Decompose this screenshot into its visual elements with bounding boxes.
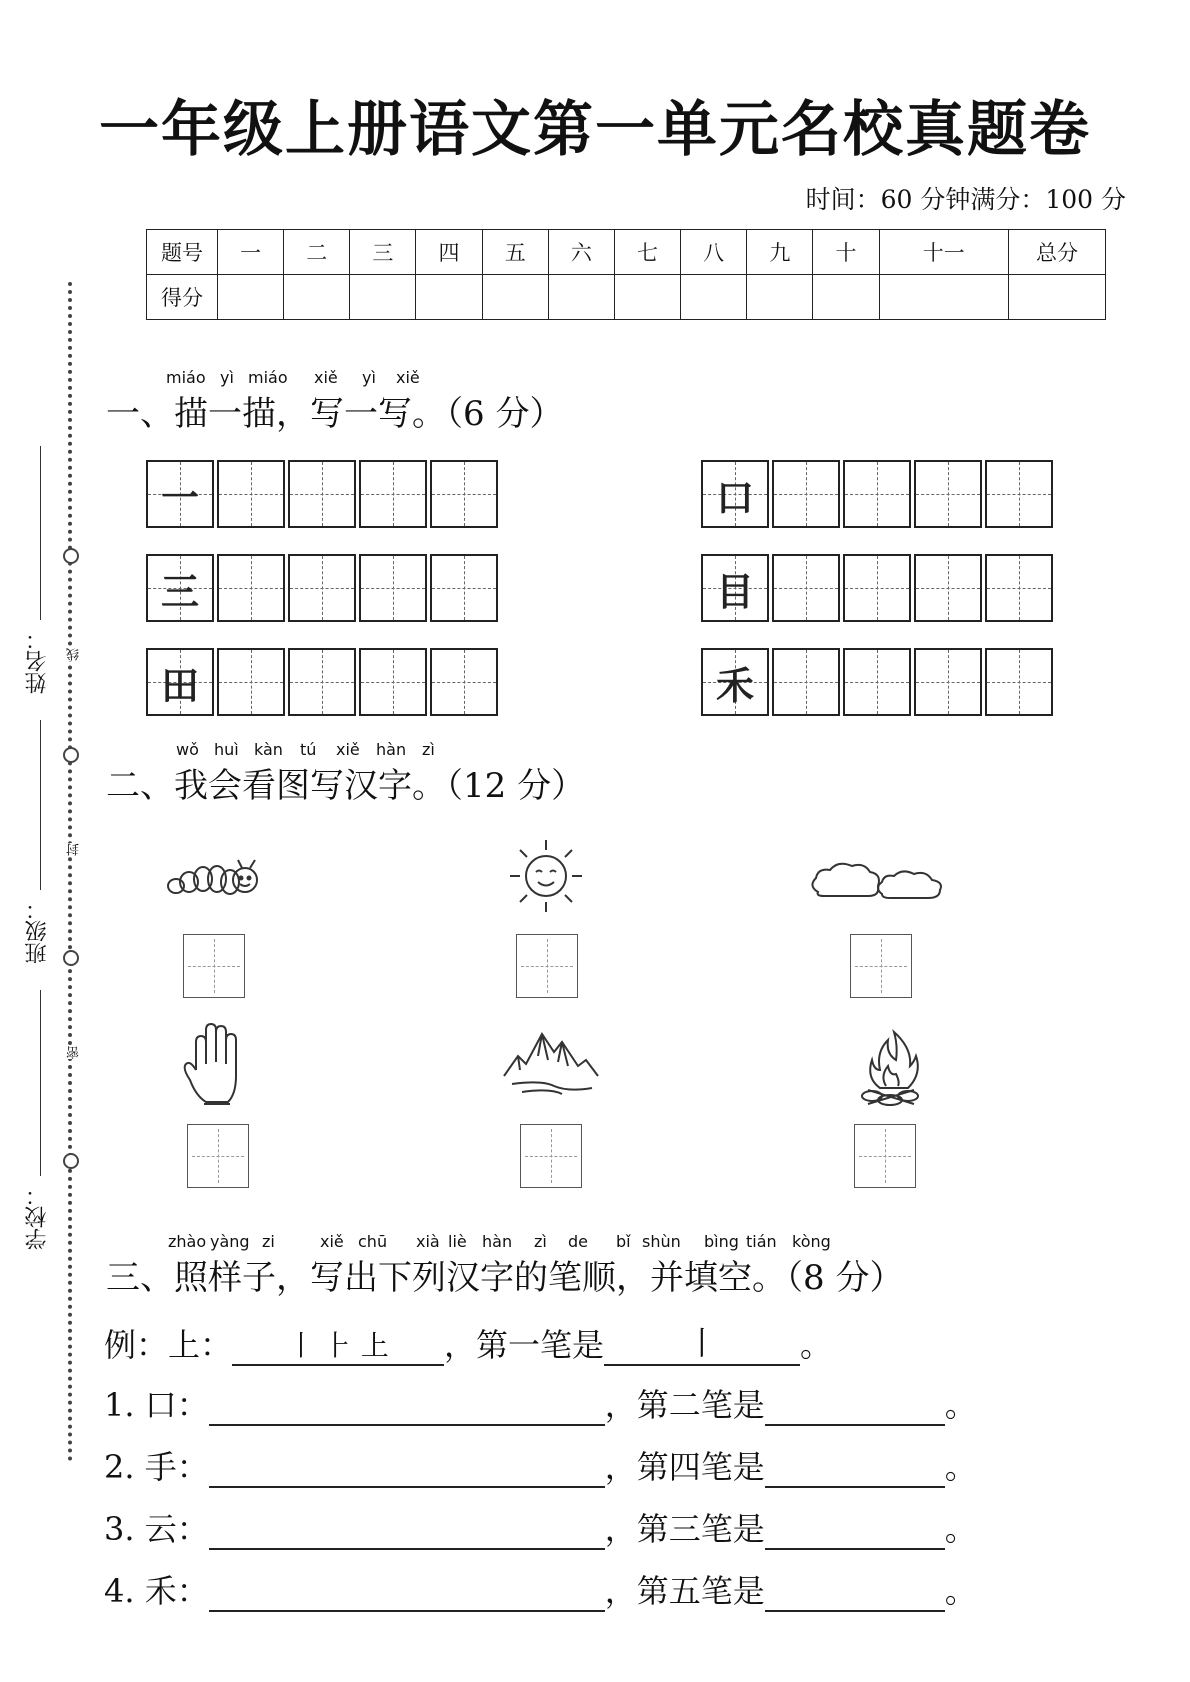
section2-pinyin (176, 740, 476, 760)
pinyin: zì (534, 1232, 547, 1251)
mountains-icon (502, 1026, 600, 1098)
stroke-order-blank[interactable] (209, 1572, 605, 1612)
question-label: 1. 口： (104, 1386, 209, 1424)
header-cell: 六 (548, 230, 614, 275)
header-cell: 二 (284, 230, 350, 275)
tian-row (146, 554, 501, 622)
score-cell[interactable] (681, 275, 747, 320)
writing-cell[interactable] (914, 554, 982, 622)
writing-cell[interactable] (288, 554, 356, 622)
pinyin: yì (362, 368, 376, 387)
writing-cell[interactable] (359, 648, 427, 716)
class-label: 班级： (25, 898, 50, 964)
pinyin: xiě (320, 1232, 344, 1251)
clouds-icon (808, 856, 952, 904)
pinyin: shùn (642, 1232, 681, 1251)
model-cell (701, 554, 769, 622)
header-cell: 十一 (879, 230, 1008, 275)
binding-mark: 密 (67, 1046, 82, 1059)
writing-cell[interactable] (288, 648, 356, 716)
header-cell: 五 (482, 230, 548, 275)
pinyin: zi (262, 1232, 275, 1251)
model-cell (146, 648, 214, 716)
pinyin: xiě (396, 368, 420, 387)
question-text: ，第三笔是 (604, 1510, 765, 1548)
stroke-question (104, 1566, 977, 1612)
tian-row (701, 648, 1056, 716)
question-label: 3. 云： (104, 1510, 209, 1548)
class-blank[interactable] (40, 720, 41, 890)
writing-cell[interactable] (288, 460, 356, 528)
answer-blank[interactable] (765, 1448, 945, 1488)
pinyin: liè (448, 1232, 467, 1251)
header-cell: 四 (416, 230, 482, 275)
write-box[interactable] (850, 934, 912, 998)
write-box[interactable] (183, 934, 245, 998)
score-cell[interactable] (813, 275, 879, 320)
writing-cell[interactable] (430, 460, 498, 528)
score-table-score-row (147, 275, 1106, 320)
example-middle: ，第一笔是 (444, 1326, 605, 1364)
writing-cell[interactable] (843, 648, 911, 716)
question-label: 2. 手： (104, 1448, 209, 1486)
tian-row (701, 460, 1056, 528)
binding-hole (63, 1153, 79, 1169)
pinyin: bìng (704, 1232, 739, 1251)
example-strokes: 丨 ⺊ 上 (232, 1324, 444, 1366)
header-cell: 八 (681, 230, 747, 275)
binding-dotted-line (68, 282, 72, 1462)
writing-cell[interactable] (359, 554, 427, 622)
writing-cell[interactable] (914, 460, 982, 528)
score-cell[interactable] (350, 275, 416, 320)
question-text: ，第五笔是 (604, 1572, 765, 1610)
tian-row (146, 648, 501, 716)
pinyin: bǐ (616, 1232, 631, 1251)
score-cell[interactable] (416, 275, 482, 320)
stroke-question (104, 1504, 977, 1550)
stroke-question (104, 1380, 977, 1426)
writing-cell[interactable] (985, 648, 1053, 716)
writing-cell[interactable] (843, 460, 911, 528)
score-cell[interactable] (218, 275, 284, 320)
question-end: 。 (944, 1448, 977, 1486)
model-char: 三 (160, 569, 199, 614)
score-cell[interactable] (879, 275, 1008, 320)
pinyin: tián (746, 1232, 777, 1251)
caterpillar-icon (166, 852, 262, 904)
pinyin: zì (422, 740, 435, 759)
school-label: 学校： (25, 1184, 50, 1250)
pinyin: chū (358, 1232, 388, 1251)
score-cell[interactable] (614, 275, 680, 320)
section2-title: 二、我会看图写汉字。（12 分） (106, 766, 586, 806)
header-cell: 总分 (1009, 230, 1106, 275)
header-cell: 题号 (147, 230, 218, 275)
pinyin: hàn (482, 1232, 513, 1251)
stroke-order-blank[interactable] (209, 1386, 605, 1426)
score-table-header-row (147, 230, 1106, 275)
model-cell (701, 460, 769, 528)
pinyin: kòng (792, 1232, 831, 1251)
hand-icon (182, 1020, 242, 1108)
model-char: 禾 (715, 663, 754, 708)
write-box[interactable] (187, 1124, 249, 1188)
answer-blank[interactable] (765, 1510, 945, 1550)
writing-cell[interactable] (985, 460, 1053, 528)
stroke-question (104, 1442, 977, 1488)
section3-title: 三、照样子，写出下列汉字的笔顺，并填空。（8 分） (106, 1258, 904, 1298)
name-label: 姓名： (25, 628, 50, 694)
header-cell: 九 (747, 230, 813, 275)
question-label: 4. 禾： (104, 1572, 209, 1610)
score-cell[interactable] (284, 275, 350, 320)
stroke-order-blank[interactable] (209, 1448, 605, 1488)
binding-mark: 封 (67, 843, 82, 856)
pinyin: kàn (254, 740, 283, 759)
pinyin: de (568, 1232, 588, 1251)
pinyin: huì (214, 740, 239, 759)
writing-cell[interactable] (217, 648, 285, 716)
example-prefix: 例：上： (104, 1326, 233, 1364)
question-end: 。 (944, 1510, 977, 1548)
model-char: 田 (160, 663, 199, 708)
writing-cell[interactable] (217, 460, 285, 528)
binding-hole (63, 548, 79, 564)
pinyin: xiě (336, 740, 360, 759)
model-char: 一 (160, 475, 199, 520)
name-blank[interactable] (40, 446, 41, 620)
model-cell (146, 460, 214, 528)
question-end: 。 (944, 1572, 977, 1610)
writing-cell[interactable] (430, 554, 498, 622)
stroke-order-blank[interactable] (209, 1510, 605, 1550)
example-answer: 丨 (604, 1318, 800, 1366)
model-cell (701, 648, 769, 716)
section1-pinyin (166, 368, 466, 388)
pinyin: xià (416, 1232, 440, 1251)
write-box[interactable] (854, 1124, 916, 1188)
score-cell[interactable] (1009, 275, 1106, 320)
pinyin: tú (300, 740, 317, 759)
binding-hole (63, 950, 79, 966)
binding-mark: 线 (67, 648, 82, 661)
page-title: 一年级上册语文第一单元名校真题卷 (99, 95, 1091, 165)
tian-row (701, 554, 1056, 622)
question-text: ，第四笔是 (604, 1448, 765, 1486)
example-line (104, 1318, 832, 1366)
sun-icon (506, 836, 586, 916)
pinyin: wǒ (176, 740, 199, 759)
answer-blank[interactable] (765, 1572, 945, 1612)
writing-cell[interactable] (914, 648, 982, 716)
writing-cell[interactable] (359, 460, 427, 528)
write-box[interactable] (516, 934, 578, 998)
binding-hole (63, 747, 79, 763)
score-cell[interactable] (482, 275, 548, 320)
pinyin: yàng (210, 1232, 250, 1251)
writing-cell[interactable] (772, 554, 840, 622)
pinyin: xiě (314, 368, 338, 387)
question-end: 。 (944, 1386, 977, 1424)
fire-icon (858, 1026, 924, 1108)
section1-title: 一、描一描，写一写。（6 分） (106, 394, 564, 434)
pinyin: miáo (248, 368, 288, 387)
writing-cell[interactable] (772, 648, 840, 716)
header-cell: 七 (614, 230, 680, 275)
example-suffix: 。 (800, 1326, 833, 1364)
model-cell (146, 554, 214, 622)
write-box[interactable] (520, 1124, 582, 1188)
writing-cell[interactable] (772, 460, 840, 528)
tian-row (146, 460, 501, 528)
writing-cell[interactable] (217, 554, 285, 622)
writing-cell[interactable] (430, 648, 498, 716)
pinyin: zhào (168, 1232, 207, 1251)
header-cell: 三 (350, 230, 416, 275)
model-char: 目 (715, 569, 754, 614)
pinyin: miáo (166, 368, 206, 387)
answer-blank[interactable] (765, 1386, 945, 1426)
row-label: 得分 (147, 275, 218, 320)
question-text: ，第二笔是 (604, 1386, 765, 1424)
writing-cell[interactable] (985, 554, 1053, 622)
time-and-score-info: 时间：60 分钟满分：100 分 (805, 185, 1126, 214)
writing-cell[interactable] (843, 554, 911, 622)
score-cell[interactable] (747, 275, 813, 320)
score-table (146, 229, 1106, 320)
model-char: 口 (715, 475, 754, 520)
section3-pinyin (168, 1232, 848, 1252)
header-cell: 一 (218, 230, 284, 275)
header-cell: 十 (813, 230, 879, 275)
pinyin: hàn (376, 740, 407, 759)
score-cell[interactable] (548, 275, 614, 320)
pinyin: yì (220, 368, 234, 387)
school-blank[interactable] (40, 990, 41, 1176)
